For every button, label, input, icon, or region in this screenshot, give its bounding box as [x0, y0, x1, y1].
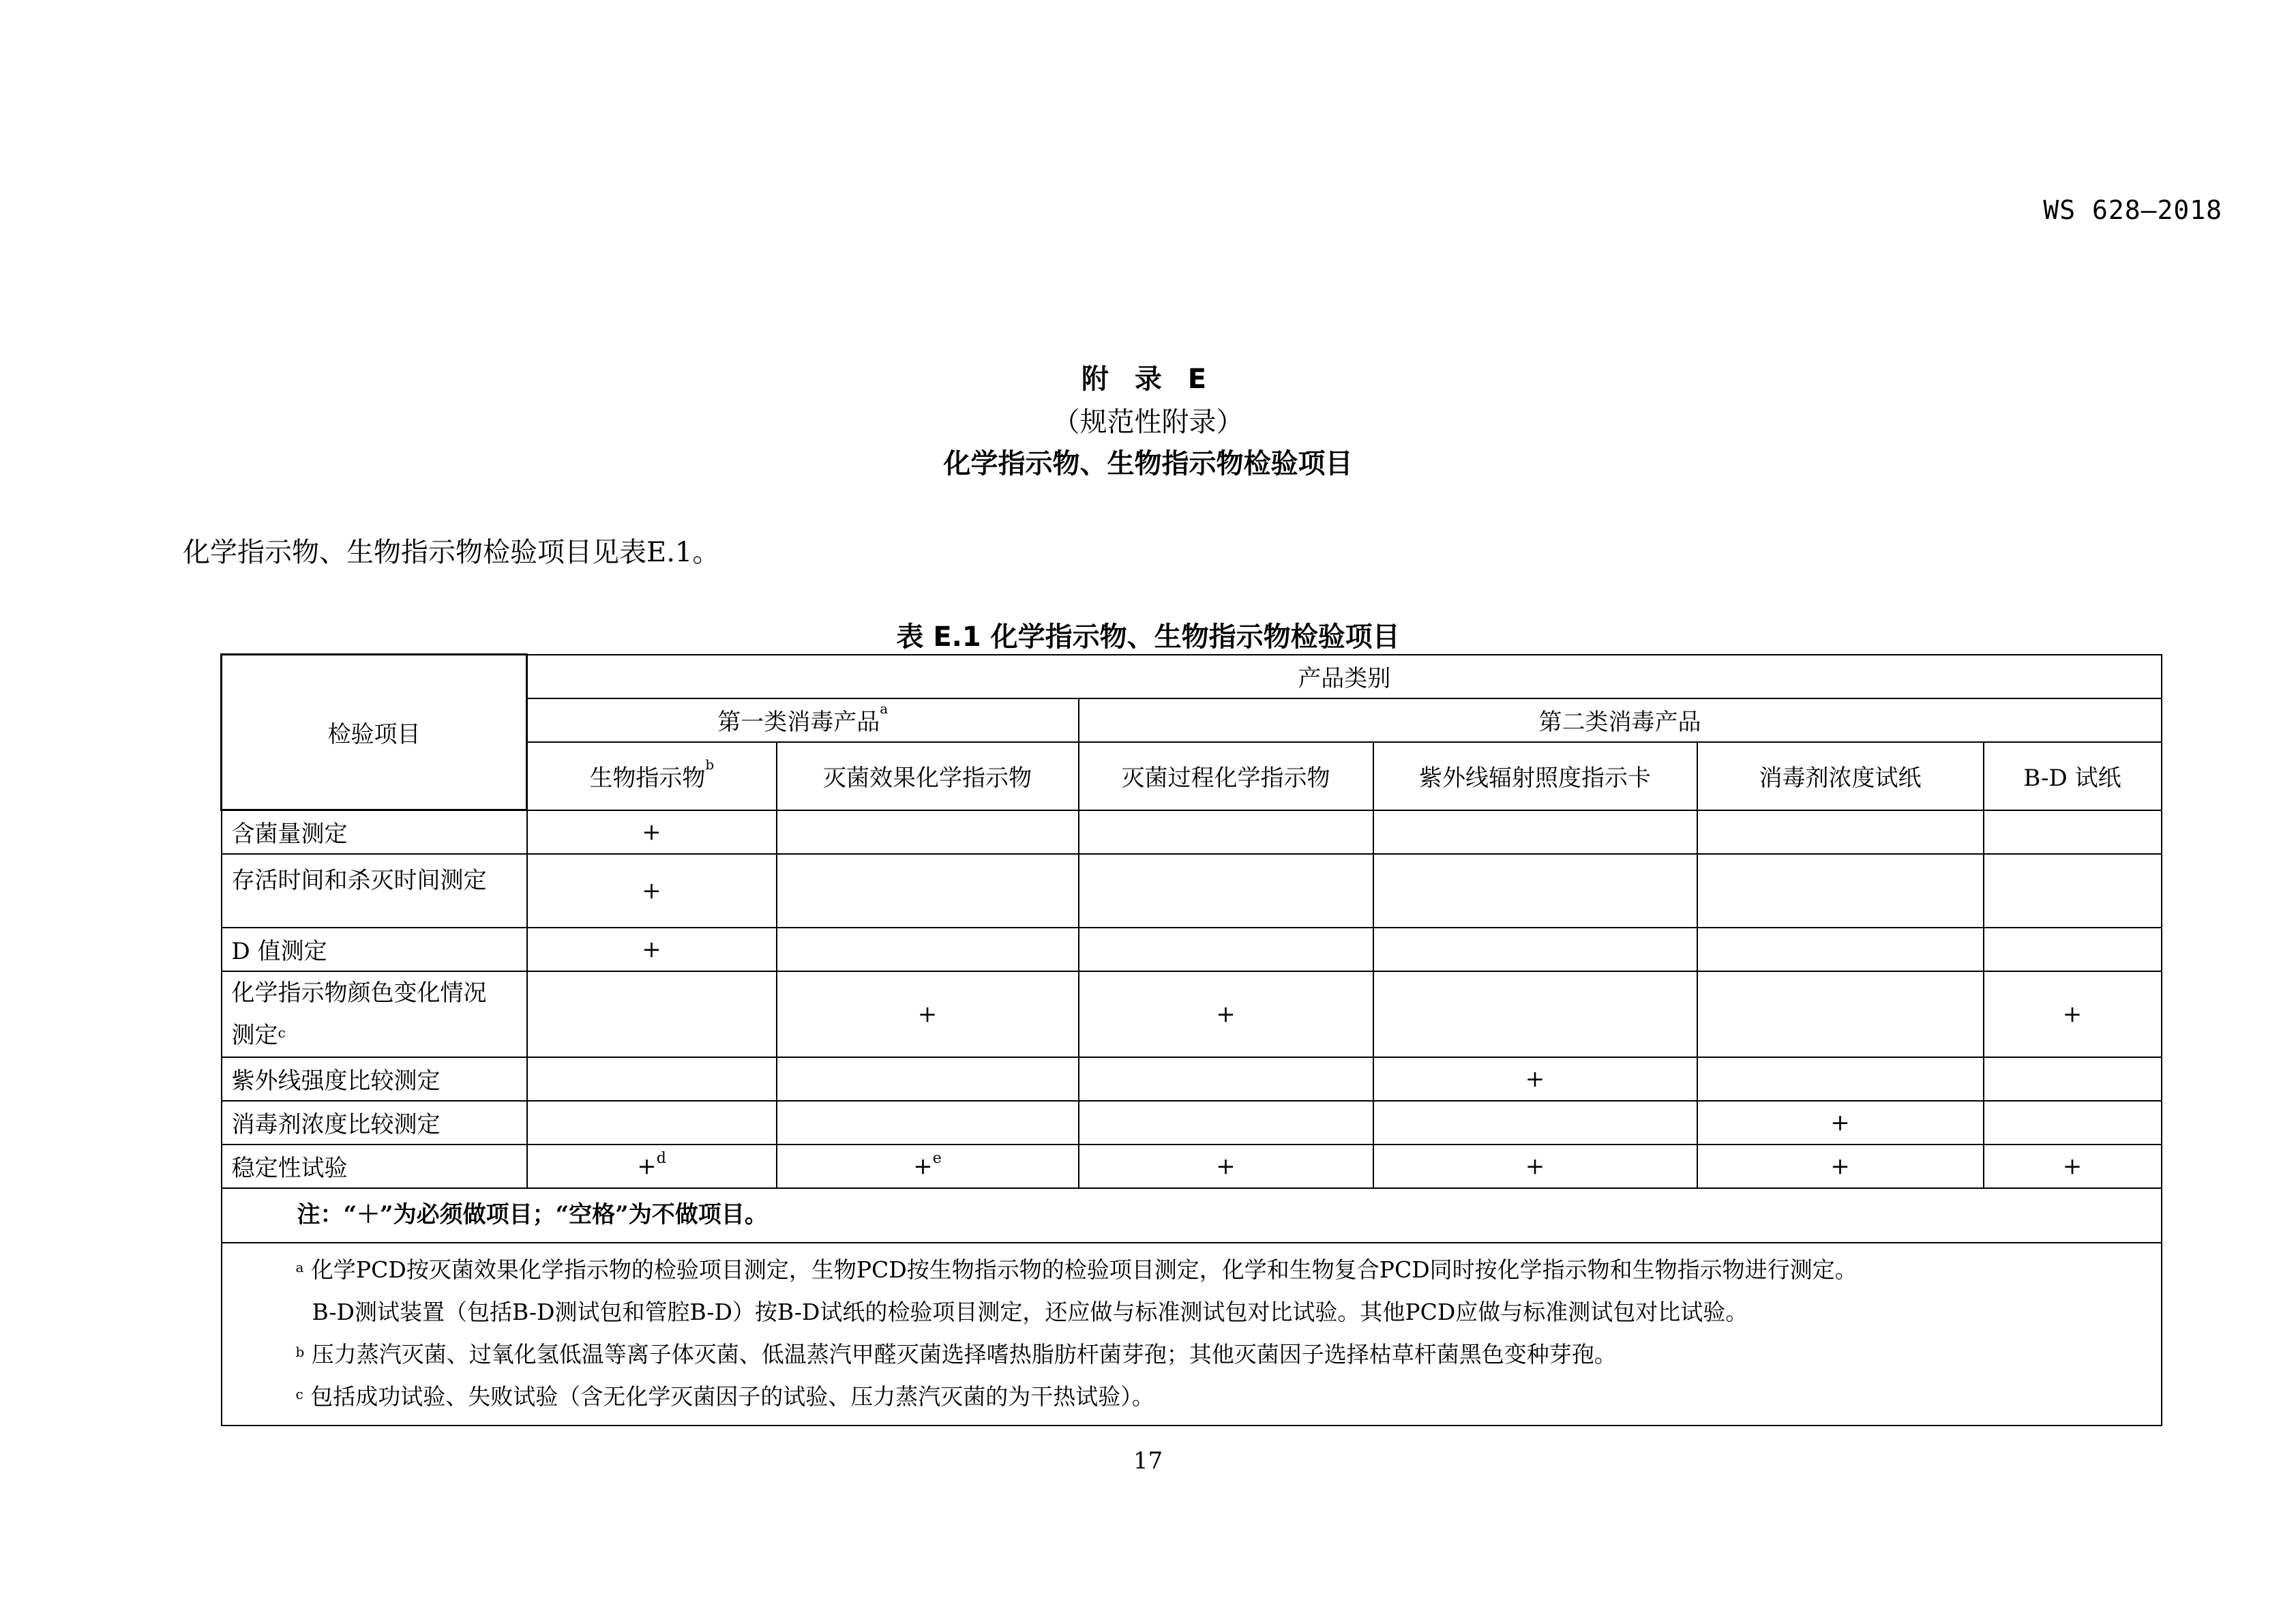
row-item: 存活时间和杀灭时间测定	[222, 854, 527, 928]
table-cell	[1373, 810, 1697, 854]
column-header: 消毒剂浓度试纸	[1697, 742, 1984, 810]
footnote-line: $^a$ 化学PCD按灭菌效果化学指示物的检验项目测定，生物PCD按生物指示物的检验项目测定，化学和生物复合PCD同时按化学指示物和生物指示物进行测定。	[295, 1256, 1858, 1283]
table-cell: +$^e$	[777, 1145, 1079, 1188]
table-cell	[1984, 1057, 2162, 1101]
table-row	[222, 1057, 2162, 1101]
table-cell	[1079, 1101, 1373, 1145]
table-row	[222, 1101, 2162, 1145]
table-cell	[1079, 854, 1373, 928]
table-row	[222, 1145, 2162, 1188]
intro-text: 化学指示物、生物指示物检验项目见表E.1。	[183, 537, 720, 568]
cell-footnote-mark: e	[932, 1149, 942, 1167]
column-header: 紫外线辐射照度指示卡	[1373, 742, 1697, 810]
table-cell	[1697, 854, 1984, 928]
table-row	[222, 854, 2162, 928]
table-cell	[1697, 810, 1984, 854]
footnote-mark: a	[295, 1258, 304, 1275]
table-row	[222, 971, 2162, 1057]
column-header: 灭菌效果化学指示物	[777, 742, 1079, 810]
table-cell	[1984, 928, 2162, 971]
row-item: 紫外线强度比较测定	[222, 1057, 527, 1101]
footnote-mark: b	[295, 1343, 305, 1360]
inspection-table	[220, 653, 2162, 1426]
footnote-line: B-D测试装置（包括B-D测试包和管腔B-D）按B-D试纸的检验项目测定，还应做与标准测试包对比试验。其他PCD应做与标准测试包对比试验。	[312, 1298, 1748, 1325]
table-cell	[777, 1057, 1079, 1101]
table-cell	[777, 810, 1079, 854]
group1-footnote-mark: a	[880, 700, 889, 717]
standard-code: WS 628—2018	[2043, 195, 2222, 225]
row-item: 消毒剂浓度比较测定	[222, 1101, 527, 1145]
group1-header: 第一类消毒产品$^a$	[527, 698, 1079, 742]
table-cell: +	[1697, 1101, 1984, 1145]
table-cell	[527, 1057, 777, 1101]
appendix-type: （规范性附录）	[1052, 407, 1244, 438]
column-header: 生物指示物$^b$	[527, 742, 777, 810]
group2-header: 第二类消毒产品	[1079, 698, 2162, 742]
table-cell	[1697, 928, 1984, 971]
table-cell	[1373, 854, 1697, 928]
table-cell: +	[527, 810, 777, 854]
table-cell	[1984, 854, 2162, 928]
note-main: 注：“＋”为必须做项目；“空格”为不做项目。	[297, 1200, 768, 1228]
header-category-cell: 产品类别	[527, 655, 2162, 698]
row-item: 化学指示物颜色变化情况 测定$^c$	[222, 971, 527, 1057]
table-notes	[222, 1188, 2162, 1243]
row-item: D 值测定	[222, 928, 527, 971]
column-footnote-mark: b	[705, 756, 715, 773]
table-cell	[1697, 1057, 1984, 1101]
appendix-title: 附 录 E	[1081, 364, 1215, 395]
footnote-line: $^b$ 压力蒸汽灭菌、过氧化氢低温等离子体灭菌、低温蒸汽甲醛灭菌选择嗜热脂肪杆菌芽孢；其他灭菌因子选择枯草杆菌黑色变种芽孢。	[295, 1340, 1617, 1368]
item-footnote-mark: c	[278, 1024, 286, 1041]
column-header: B-D 试纸	[1984, 742, 2162, 810]
table-cell	[1984, 810, 2162, 854]
table-cell: +$^d$	[527, 1145, 777, 1188]
table-cell: +	[777, 971, 1079, 1057]
table-cell	[1079, 928, 1373, 971]
column-header: 灭菌过程化学指示物	[1079, 742, 1373, 810]
table-cell	[527, 1101, 777, 1145]
appendix-name: 化学指示物、生物指示物检验项目	[943, 448, 1353, 479]
table-cell	[777, 928, 1079, 971]
table-cell: +	[527, 928, 777, 971]
table-footnotes	[222, 1243, 2162, 1426]
table-cell	[1697, 971, 1984, 1057]
table-row	[222, 928, 2162, 971]
table-cell: +	[1373, 1145, 1697, 1188]
table-cell	[1373, 971, 1697, 1057]
footnote-line: $^c$ 包括成功试验、失败试验（含无化学灭菌因子的试验、压力蒸汽灭菌的为干热试验）。	[295, 1383, 1154, 1410]
footnote-mark: c	[295, 1385, 303, 1402]
table-cell	[1079, 810, 1373, 854]
table-cell	[1373, 928, 1697, 971]
table-cell	[1079, 1057, 1373, 1101]
table-cell	[1373, 1101, 1697, 1145]
table-row	[222, 810, 2162, 854]
table-caption: 表 E.1 化学指示物、生物指示物检验项目	[896, 621, 1400, 653]
table-cell	[777, 1101, 1079, 1145]
table-cell: +	[1079, 1145, 1373, 1188]
table-cell: +	[1697, 1145, 1984, 1188]
table-cell	[777, 854, 1079, 928]
table-cell: +	[1373, 1057, 1697, 1101]
row-item: 含菌量测定	[222, 810, 527, 854]
table-cell	[1984, 1101, 2162, 1145]
cell-footnote-mark: d	[656, 1149, 666, 1167]
table-cell: +	[1984, 971, 2162, 1057]
table-cell: +	[1079, 971, 1373, 1057]
row-item: 稳定性试验	[222, 1145, 527, 1188]
page-number: 17	[1133, 1447, 1163, 1475]
table-cell: +	[527, 854, 777, 928]
table-cell	[527, 971, 777, 1057]
header-item-cell: 检验项目	[222, 655, 527, 810]
table-cell: +	[1984, 1145, 2162, 1188]
